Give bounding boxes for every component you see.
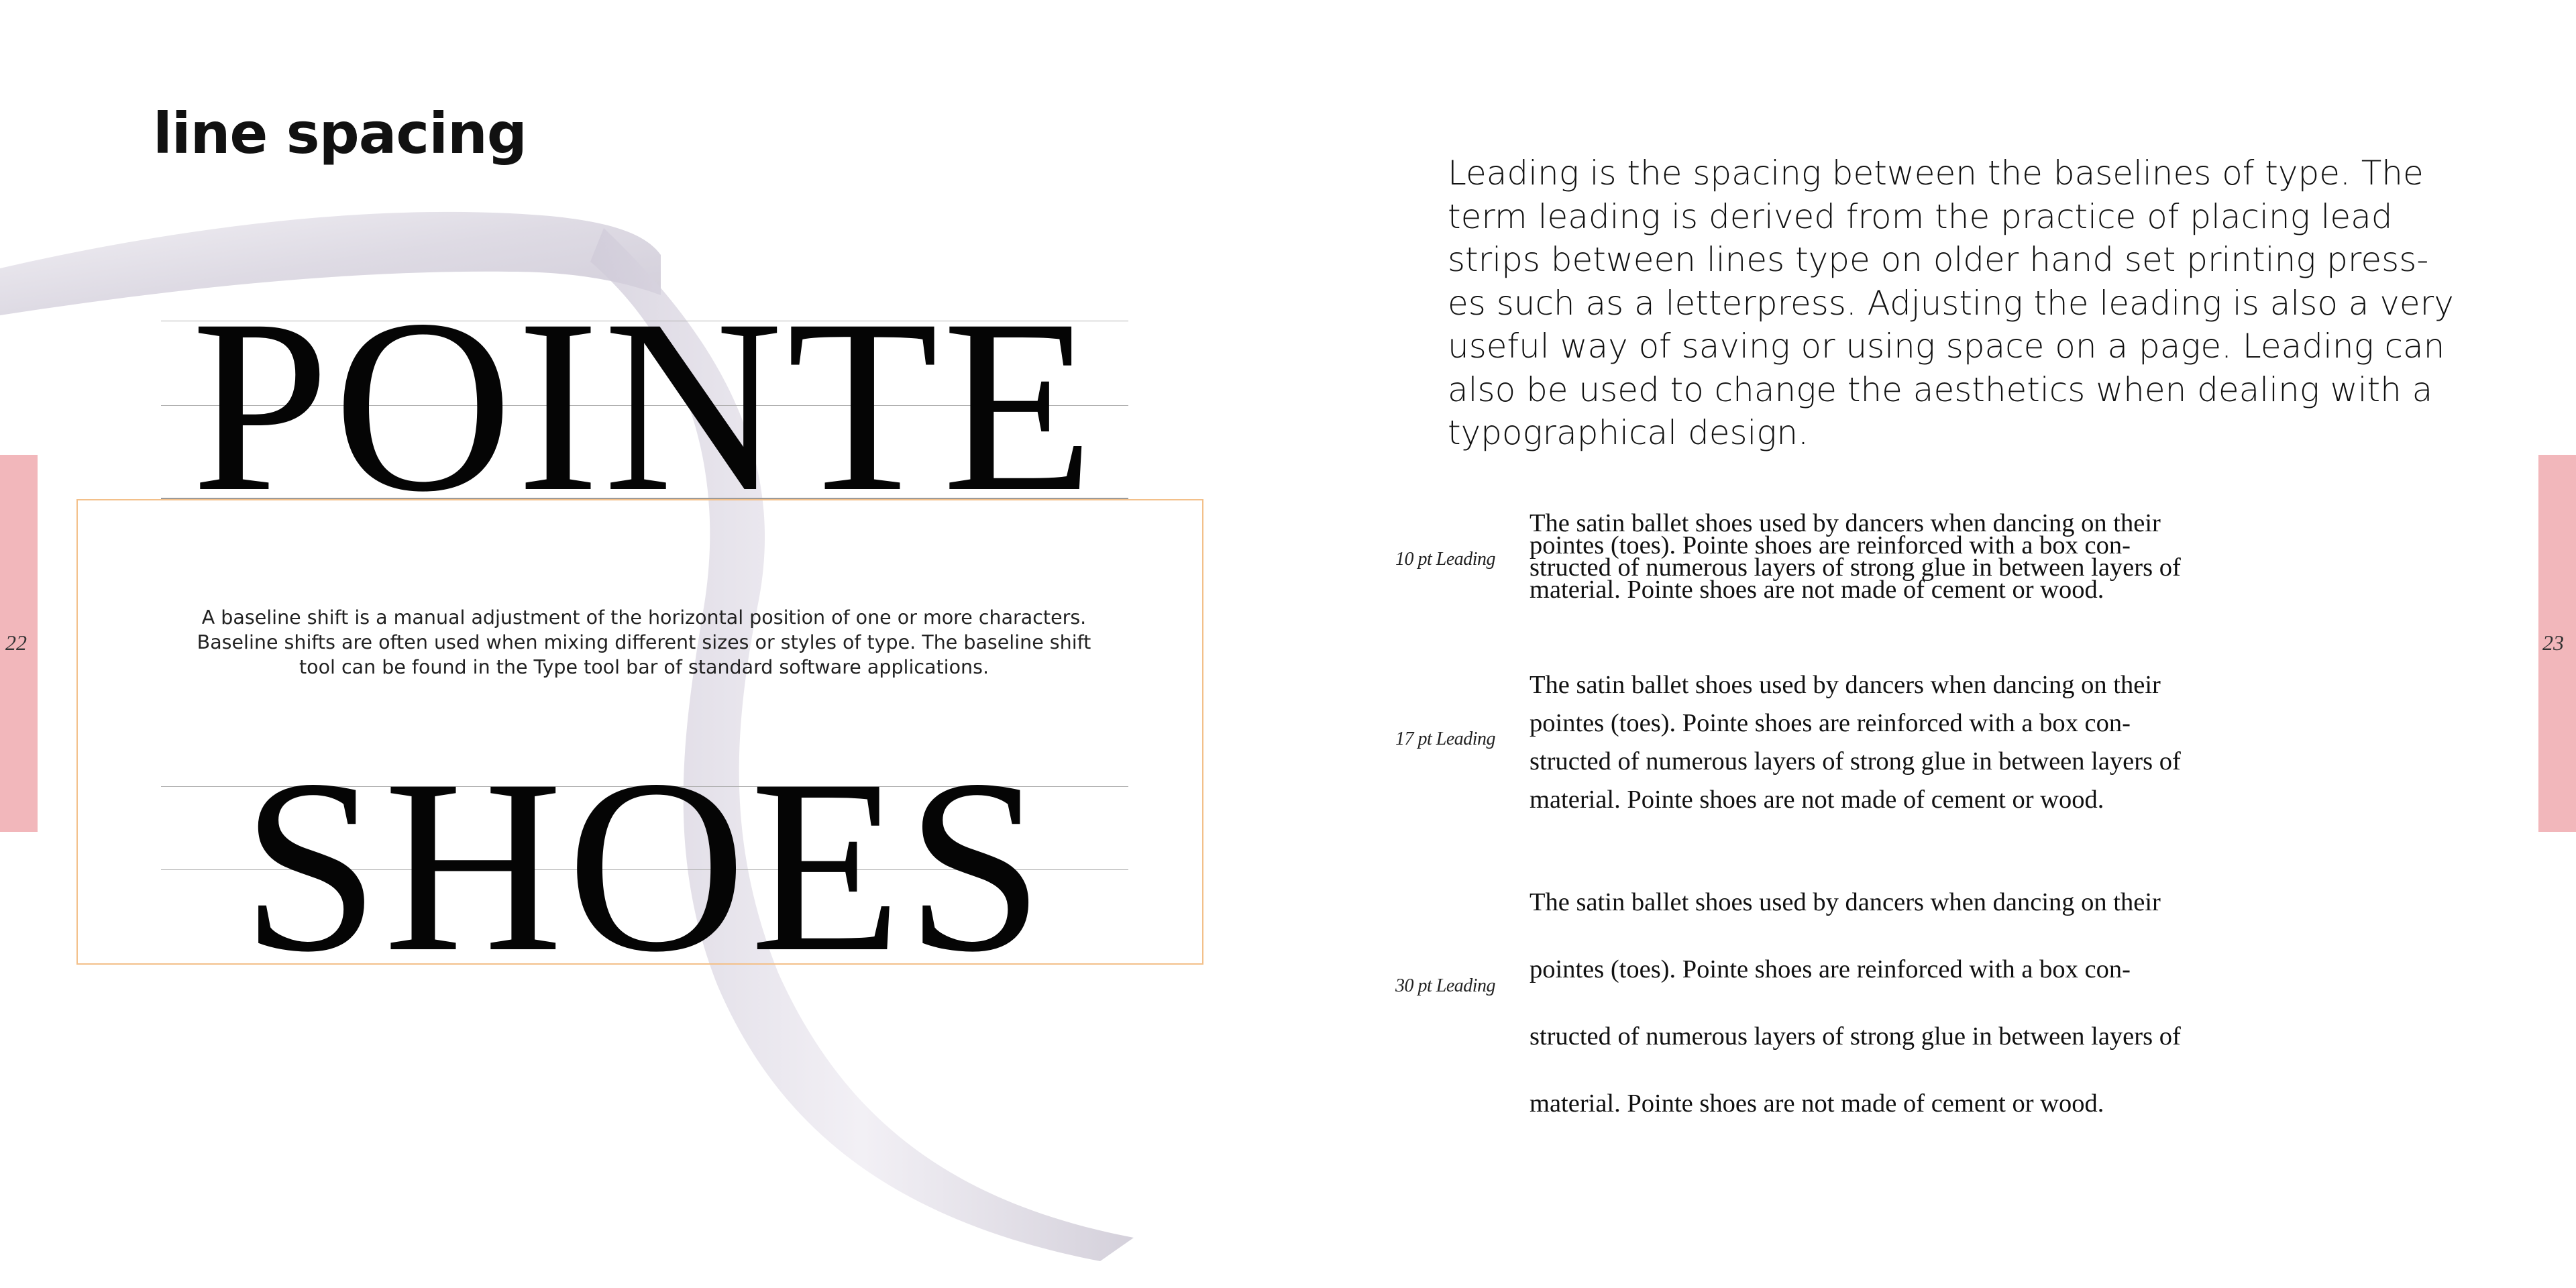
caption-line: tool can be found in the Type tool bar of standard software applications. (299, 656, 989, 678)
intro-line: es such as a letterpress. Adjusting the leading is also a very (1448, 283, 2454, 323)
sample-line: The satin ballet shoes used by dancers when dancing on their (1529, 888, 2161, 916)
sample-line: structed of numerous layers of strong glue in between layers of (1529, 1022, 2181, 1051)
sample-line: structed of numerous layers of strong glue in between layers of (1529, 553, 2181, 582)
sample-line: pointes (toes). Pointe shoes are reinforced with a box con- (1529, 955, 2131, 983)
leading-sample-30pt (1529, 869, 2375, 1137)
sample-line: structed of numerous layers of strong glue in between layers of (1529, 747, 2181, 775)
text-frame-right (1202, 499, 1203, 965)
intro-line: strips between lines type on older hand set printing press- (1448, 240, 2429, 279)
caption-line: Baseline shifts are often used when mixing different sizes or styles of type. The baseline shift (197, 631, 1091, 653)
caption-line: A baseline shift is a manual adjustment of the horizontal position of one or more characters. (201, 606, 1087, 629)
leading-label-10pt: 10 pt Leading (1395, 549, 1496, 570)
leading-label-17pt: 17 pt Leading (1395, 729, 1496, 749)
page-number-left: 22 (5, 631, 27, 655)
leading-label-30pt: 30 pt Leading (1395, 975, 1496, 996)
intro-line: Leading is the spacing between the baselines of type. The (1448, 154, 2424, 193)
intro-line: also be used to change the aesthetics when dealing with a (1448, 370, 2433, 409)
intro-line: typographical design. (1448, 413, 1809, 452)
section-heading: line spacing (153, 101, 527, 166)
display-word-shoes: SHOES (241, 729, 1048, 1004)
intro-line: term leading is derived from the practice of placing lead (1448, 197, 2393, 236)
sample-line: pointes (toes). Pointe shoes are reinforced with a box con- (1529, 531, 2131, 559)
sample-line: material. Pointe shoes are not made of cement or wood. (1529, 1089, 2104, 1118)
page-number-right: 23 (2542, 631, 2564, 655)
sample-line: material. Pointe shoes are not made of cement or wood. (1529, 786, 2104, 814)
sample-line: material. Pointe shoes are not made of cement or wood. (1529, 576, 2104, 604)
text-frame-left (76, 499, 78, 965)
sample-line: pointes (toes). Pointe shoes are reinforced with a box con- (1529, 709, 2131, 737)
baseline-shift-caption (181, 605, 1107, 680)
sample-line: The satin ballet shoes used by dancers when dancing on their (1529, 671, 2161, 699)
leading-sample-17pt (1529, 666, 2375, 819)
sample-line: The satin ballet shoes used by dancers when dancing on their (1529, 509, 2161, 537)
display-word-pointe: POINTE (191, 268, 1098, 543)
intro-line: useful way of saving or using space on a page. Leading can (1448, 327, 2445, 366)
leading-sample-10pt (1529, 509, 2375, 604)
leading-intro-paragraph (1448, 152, 2454, 455)
